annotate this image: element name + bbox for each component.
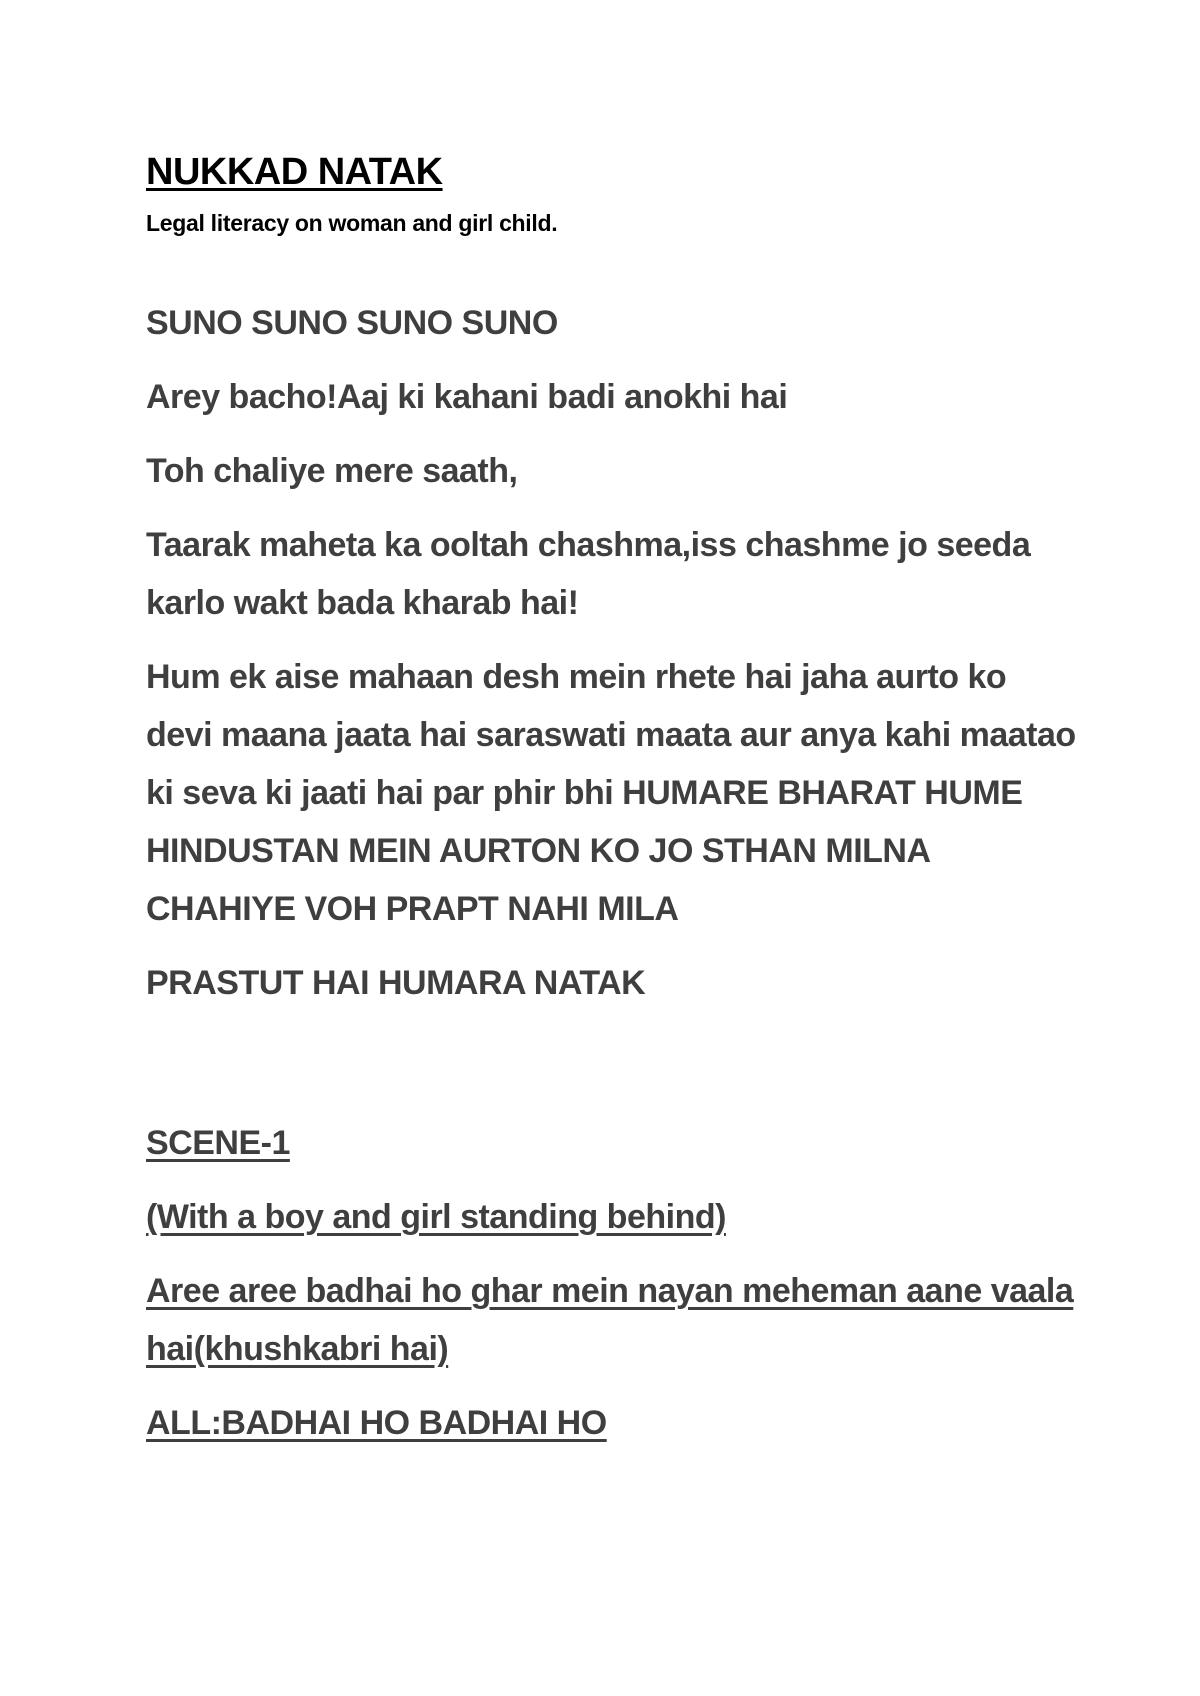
scene-line-badhai: Aree aree badhai ho ghar mein nayan meheman aane vaala hai(khushkabri hai) bbox=[146, 1272, 1074, 1368]
paragraph-prastut: PRASTUT HAI HUMARA NATAK bbox=[146, 964, 646, 1002]
paragraph-suno: SUNO SUNO SUNO SUNO bbox=[146, 304, 558, 342]
paragraph-arey-bacho: Arey bacho!Aaj ki kahani badi anokhi hai bbox=[146, 378, 788, 416]
scene-heading: SCENE-1 bbox=[146, 1124, 290, 1162]
paragraph-hum-ek-aise: Hum ek aise mahaan desh mein rhete hai jaha aurto ko devi maana jaata hai saraswati maata aur anya kahi maatao ki seva ki jaati hai par phir bhi HUMARE BHARAT HUME HINDUSTAN MEIN AURTON KO JO STHAN MILNA CHAHIYE VOH PRAPT NAHI MILA bbox=[146, 658, 1076, 928]
paragraph-toh-chaliye: Toh chaliye mere saath, bbox=[146, 452, 518, 490]
paragraph-taarak-maheta: Taarak maheta ka ooltah chashma,iss chashme jo seeda karlo wakt bada kharab hai! bbox=[146, 526, 1031, 622]
document-title: NUKKAD NATAK bbox=[146, 151, 443, 193]
document-subtitle: Legal literacy on woman and girl child. bbox=[146, 210, 558, 236]
document-body bbox=[146, 148, 1076, 1452]
scene-line-stage-direction: (With a boy and girl standing behind) bbox=[146, 1198, 726, 1236]
scene-line-all: ALL:BADHAI HO BADHAI HO bbox=[146, 1404, 607, 1442]
